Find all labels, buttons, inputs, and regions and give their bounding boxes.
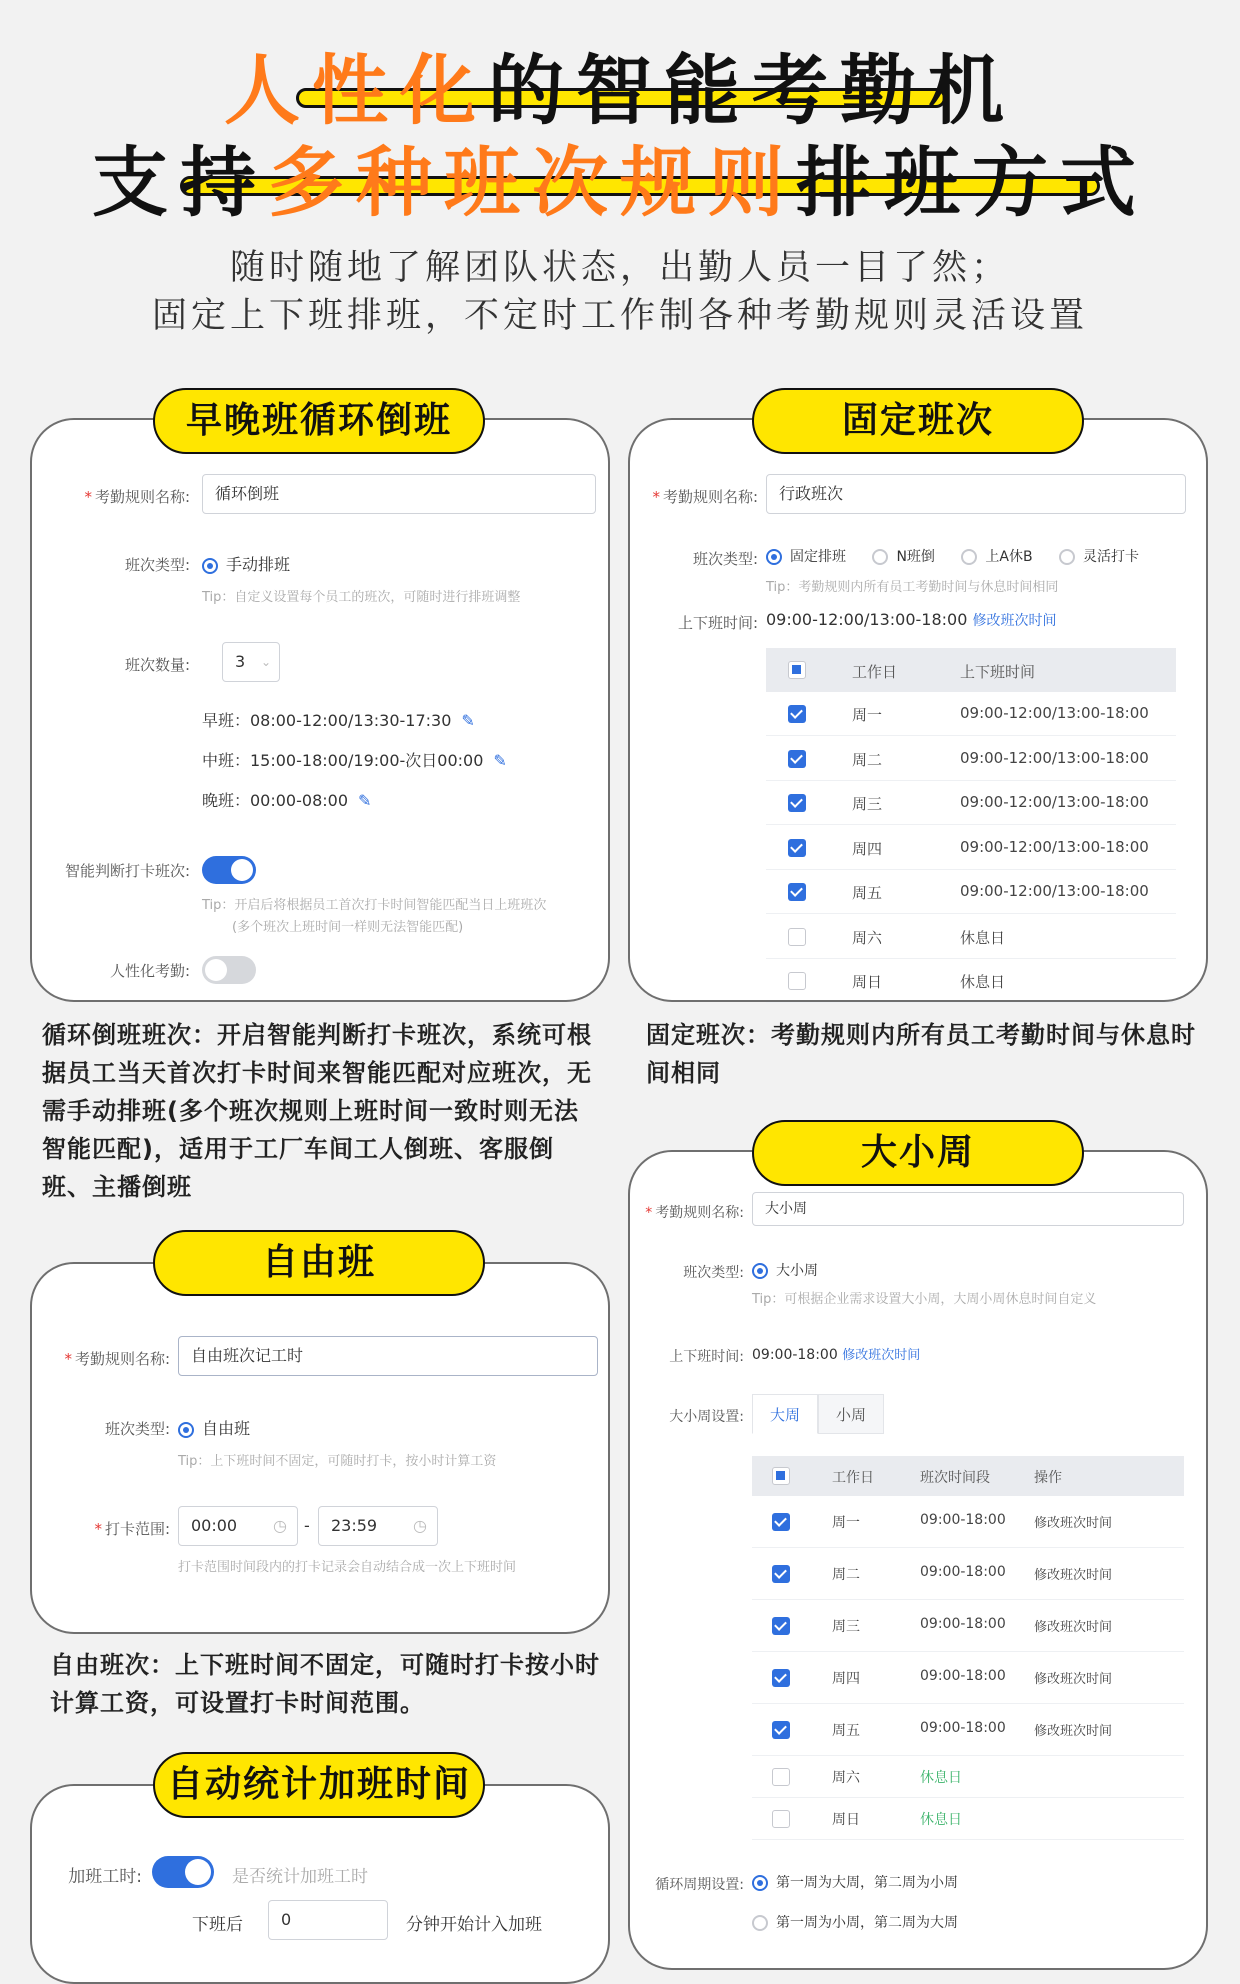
row-day: 周二 [832,1567,860,1583]
overtime-pill-title: 自动统计加班时间 [153,1752,485,1818]
cycle-smart-tip-2: (多个班次上班时间一样则无法智能匹配) [232,920,464,935]
row-day: 周三 [832,1619,860,1635]
bigsmall-rule-input[interactable]: 大小周 [752,1192,1184,1226]
fixed-option-fixed[interactable]: 固定排班 [766,549,846,565]
tab-small-week[interactable]: 小周 [818,1394,884,1434]
fixed-time-edit-link[interactable]: 修改班次时间 [972,613,1057,629]
table-row [766,826,1176,870]
row-edit-link[interactable]: 修改班次时间 [1034,1620,1113,1635]
table-row [766,737,1176,781]
fixed-description: 固定班次：考勤规则内所有员工考勤时间与休息时间相同 [646,1021,1196,1087]
free-range-tip: 打卡范围时间段内的打卡记录会自动结合成一次上下班时间 [178,1560,517,1575]
fixed-type-tip: Tip：考勤规则内所有员工考勤时间与休息时间相同 [766,580,1059,595]
row-day: 周一 [832,1515,860,1531]
fixed-option-ab[interactable]: 上A休B [961,549,1032,565]
radio-icon [752,1263,768,1279]
overtime-after-label: 下班后 [192,1915,243,1935]
cycle-rule-label: * 考勤规则名称: [84,488,190,506]
radio-icon [872,549,888,565]
free-range-label: * 打卡范围: [94,1520,170,1538]
cycle-human-label: 人性化考勤: [109,962,190,980]
row-edit-link[interactable]: 修改班次时间 [1034,1516,1113,1531]
cycle-smart-toggle[interactable] [202,856,256,884]
bigsmall-cycle-radio[interactable]: 第一周为大周，第二周为小周 [752,1872,958,1892]
free-card [30,1262,610,1634]
fixed-type-options [766,546,1139,566]
radio-icon [752,1875,768,1891]
bigsmall-time-value: 09:00-18:00 修改班次时间 [752,1347,921,1363]
hero-title-rest: 的智能考勤机 [488,46,1016,135]
hero-subtitle-2: 固定上下班排班，不定时工作制各种考勤规则灵活设置 [151,296,1088,336]
bigsmall-set-label: 大小周设置: [669,1409,744,1425]
row-day: 周五 [852,884,883,902]
cycle-type-tip: Tip：自定义设置每个员工的班次，可随时进行排班调整 [202,590,521,605]
bigsmall-time-label: 上下班时间: [669,1349,744,1365]
bigsmall-pill-title: 大小周 [752,1120,1084,1186]
free-pill-title: 自由班 [153,1230,485,1296]
row-checkbox[interactable] [788,705,806,723]
bigsmall-type-radio[interactable]: 大小周 [752,1260,818,1280]
row-time: 休息日 [960,973,1006,991]
table-row [752,1548,1184,1600]
row-time: 09:00-18:00 [920,1564,1006,1580]
row-day: 周六 [832,1770,860,1786]
row-day: 周三 [852,795,883,813]
free-rule-input[interactable]: 自由班次记工时 [178,1336,598,1376]
fixed-type-label: 班次类型: [692,550,758,568]
row-time: 09:00-12:00/13:00-18:00 [960,748,1149,767]
bigsmall-rule-label: * 考勤规则名称: [645,1205,744,1221]
row-day: 周日 [852,973,883,991]
fixed-option-flex[interactable]: 灵活打卡 [1059,549,1139,565]
bigsmall-cycle-radio-2[interactable]: 第一周为小周，第二周为大周 [752,1912,958,1932]
cycle-shift-middle: 中班：15:00-18:00/19:00-次日00:00 ✎ [202,751,507,770]
row-time: 休息日 [960,928,1006,947]
row-checkbox[interactable] [772,1617,790,1635]
fixed-time-value: 09:00-12:00/13:00-18:00 修改班次时间 [766,610,1057,629]
radio-icon [202,558,218,574]
free-type-tip: Tip：上下班时间不固定，可随时打卡，按小时计算工资 [178,1454,497,1469]
table-row [752,1798,1184,1840]
row-edit-link[interactable]: 修改班次时间 [1034,1724,1113,1739]
hero-subtitle-1: 随时随地了解团队状态，出勤人员一目了然； [229,248,1010,288]
overtime-after-input[interactable]: 0 [268,1900,388,1940]
cycle-count-label: 班次数量: [124,656,190,674]
row-day: 周一 [852,706,883,724]
bigsmall-col-day: 工作日 [832,1470,874,1486]
cycle-type-label: 班次类型: [124,556,190,574]
cycle-human-toggle[interactable] [202,956,256,984]
row-time: 09:00-12:00/13:00-18:00 [960,704,1149,722]
tab-big-week[interactable]: 大周 [752,1394,818,1434]
hero-title2-end: 排班方式 [796,138,1148,227]
clock-icon: ◷ [273,1516,287,1535]
cycle-card [30,418,610,1002]
table-row [766,915,1176,959]
free-range-end[interactable]: 23:59 ◷ [318,1506,438,1546]
row-day: 周五 [832,1723,860,1739]
cycle-smart-tip-1: Tip：开启后将根据员工首次打卡时间智能匹配当日上班班次 [202,898,547,913]
row-checkbox[interactable] [772,1810,790,1828]
bigsmall-type-label: 班次类型: [683,1265,744,1281]
table-row [752,1600,1184,1652]
row-checkbox[interactable] [788,750,806,768]
row-checkbox[interactable] [772,1669,790,1687]
row-checkbox[interactable] [788,794,806,812]
bigsmall-col-op: 操作 [1034,1470,1062,1486]
bigsmall-card [628,1150,1208,1970]
radio-icon [178,1422,194,1438]
bigsmall-table-header [752,1456,1184,1496]
row-time: 09:00-18:00 [920,1720,1006,1736]
row-checkbox[interactable] [772,1768,790,1786]
row-checkbox[interactable] [788,972,806,990]
row-day: 周四 [832,1671,860,1687]
table-row [766,692,1176,736]
row-checkbox[interactable] [772,1721,790,1739]
row-time: 09:00-12:00/13:00-18:00 [960,882,1149,900]
row-time: 09:00-18:00 [920,1616,1006,1632]
row-day: 周四 [852,839,883,858]
row-checkbox[interactable] [788,883,806,901]
row-edit-link[interactable]: 修改班次时间 [1034,1568,1113,1583]
bigsmall-col-time: 班次时间段 [920,1470,990,1486]
edit-pencil-icon[interactable]: ✎ [358,791,372,810]
overtime-label: 加班工时: [68,1867,142,1887]
cycle-description: 循环倒班班次：开启智能判断打卡班次，系统可根据员工当天首次打卡时间来智能匹配对应班次，无需手动排班(多个班次规则上班时间一致时则无法智能匹配)，适用于工厂车间工人倒班、客服倒班、主播倒班 [42,1021,592,1201]
table-row [766,870,1176,914]
radio-icon [1059,549,1075,565]
edit-pencil-icon[interactable]: ✎ [461,711,475,730]
cycle-type-radio[interactable]: 手动排班 [202,552,290,575]
hero-title-line2 [0,122,1240,231]
overtime-toggle[interactable] [152,1856,214,1888]
row-checkbox[interactable] [772,1565,790,1583]
fixed-table-header [766,648,1176,692]
table-row [766,781,1176,825]
cycle-count-select[interactable]: 3 ⌄ [222,642,280,682]
hero-title-accent: 人性化 [224,46,488,135]
bigsmall-type-tip: Tip：可根据企业需求设置大小周，大周小周休息时间自定义 [752,1292,1097,1307]
select-all-checkbox[interactable] [788,661,806,679]
cycle-shift-night: 晚班：00:00-08:00 ✎ [202,791,372,810]
row-day: 周日 [832,1812,860,1828]
cycle-smart-label: 智能判断打卡班次: [64,862,190,880]
overtime-text: 是否统计加班工时 [232,1867,368,1887]
fixed-rule-input[interactable]: 行政班次 [766,474,1186,514]
radio-icon [752,1915,768,1931]
table-row [752,1496,1184,1548]
table-row [766,959,1176,1003]
cycle-pill-title: 早晚班循环倒班 [153,388,485,454]
free-type-label: 班次类型: [104,1420,170,1438]
free-range-sep: - [304,1516,310,1535]
select-all-checkbox[interactable] [772,1467,790,1485]
row-time: 09:00-18:00 [920,1668,1006,1684]
row-time: 休息日 [920,1812,962,1828]
free-range-start[interactable]: 00:00 ◷ [178,1506,298,1546]
fixed-card [628,418,1208,1002]
table-row [752,1704,1184,1756]
chevron-down-icon: ⌄ [260,655,271,669]
hero-title2-accent: 多种班次规则 [268,138,796,227]
table-row [752,1756,1184,1798]
bigsmall-time-edit-link[interactable]: 修改班次时间 [842,1348,921,1363]
radio-icon [961,549,977,565]
row-time: 09:00-12:00/13:00-18:00 [960,793,1149,811]
row-time: 09:00-12:00/13:00-18:00 [960,837,1149,856]
free-rule-label: * 考勤规则名称: [64,1350,170,1368]
fixed-option-n[interactable]: N班倒 [872,549,934,565]
fixed-pill-title: 固定班次 [752,388,1084,454]
fixed-rule-label: * 考勤规则名称: [652,488,758,506]
row-time: 09:00-18:00 [920,1512,1006,1528]
free-type-radio[interactable]: 自由班 [178,1416,250,1439]
cycle-shift-morning: 早班：08:00-12:00/13:30-17:30 ✎ [202,711,475,730]
row-checkbox[interactable] [788,839,806,857]
fixed-col-time: 上下班时间 [960,663,1036,681]
row-checkbox[interactable] [788,928,806,946]
clock-icon: ◷ [413,1516,427,1535]
free-description: 自由班次：上下班时间不固定，可随时打卡按小时计算工资，可设置打卡时间范围。 [50,1651,600,1717]
fixed-col-day: 工作日 [852,663,898,681]
bigsmall-cycle-label: 循环周期设置: [655,1877,744,1893]
table-row [752,1652,1184,1704]
row-edit-link[interactable]: 修改班次时间 [1034,1672,1113,1687]
radio-icon [766,549,782,565]
row-checkbox[interactable] [772,1513,790,1531]
hero-title2-start: 支持 [92,138,268,227]
row-time: 休息日 [920,1770,962,1786]
row-day: 周六 [852,928,883,947]
cycle-rule-input[interactable]: 循环倒班 [202,474,596,514]
overtime-after-text: 分钟开始计入加班 [406,1915,542,1935]
fixed-time-label: 上下班时间: [677,614,758,632]
edit-pencil-icon[interactable]: ✎ [493,751,507,770]
row-day: 周二 [852,750,883,769]
